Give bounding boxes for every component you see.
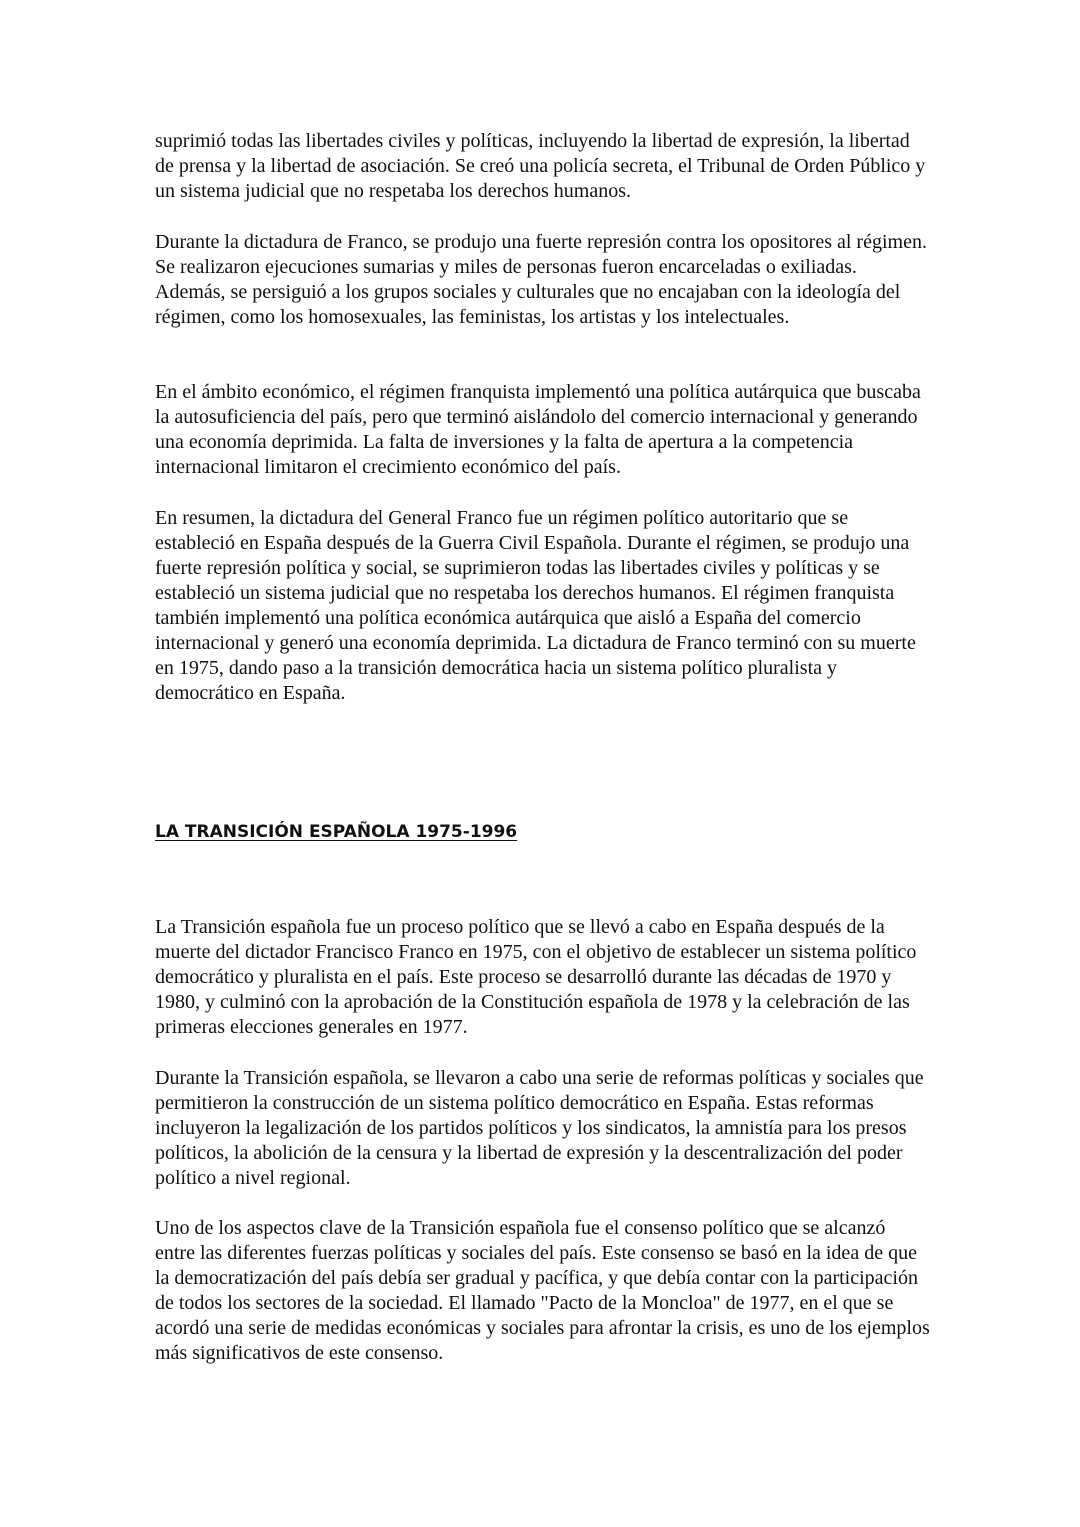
paragraph-transition-intro: La Transición española fue un proceso político que se llevó a cabo en España después de la muerte del dictador Francisco Franco en 1975, con el objetivo de establecer un sistema político democrático y pluralista en el país. Este proceso se desarrolló durante las décadas de 1970 y 1980, y culminó con la aprobación de la Constitución española de 1978 y la celebración de las primeras elecciones generales en 1977. <box>155 916 917 1038</box>
paragraph-economy: En el ámbito económico, el régimen franquista implementó una política autárquica que buscaba la autosuficiencia del país, pero que terminó aislándolo del comercio internacional y generando una economía deprimida. La falta de inversiones y la falta de apertura a la competencia internacional limitaron el crecimiento económico del país. <box>155 381 921 478</box>
paragraph-repression: Durante la dictadura de Franco, se produjo una fuerte represión contra los opositores al régimen. Se realizaron ejecuciones sumarias y miles de personas fueron encarceladas o exiliadas. Además, se persiguió a los grupos sociales y culturales que no encajaban con la ideología del régimen, como los homosexuales, las feministas, los artistas y los intelectuales. <box>155 231 927 328</box>
paragraph-civil-liberties: suprimió todas las libertades civiles y políticas, incluyendo la libertad de expresión, la libertad de prensa y la libertad de asociación. Se creó una policía secreta, el Tribunal de Orden Público y un sistema judicial que no respetaba los derechos humanos. <box>155 130 926 202</box>
paragraph-summary: En resumen, la dictadura del General Franco fue un régimen político autoritario que se estableció en España después de la Guerra Civil Española. Durante el régimen, se produjo una fuerte represión política y social, se suprimieron todas las libertades civiles y políticas y se estableció un sistema judicial que no respetaba los derechos humanos. El régimen franquista también implementó una política económica autárquica que aisló a España del comercio internacional y generó una economía deprimida. La dictadura de Franco terminó con su muerte en 1975, dando paso a la transición democrática hacia un sistema político pluralista y democrático en España. <box>155 507 916 704</box>
paragraph-transition-reforms: Durante la Transición española, se llevaron a cabo una serie de reformas políticas y sociales que permitieron la construcción de un sistema político democrático en España. Estas reformas incluyeron la legalización de los partidos políticos y los sindicatos, la amnistía para los presos políticos, la abolición de la censura y la libertad de expresión y la descentralización del poder político a nivel regional. <box>155 1067 924 1189</box>
section-heading: LA TRANSICIÓN ESPAÑOLA 1975-1996 <box>155 822 518 842</box>
paragraph-transition-consensus: Uno de los aspectos clave de la Transición española fue el consenso político que se alcanzó entre las diferentes fuerzas políticas y sociales del país. Este consenso se basó en la idea de que la democratización del país debía ser gradual y pacífica, y que debía contar con la participación de todos los sectores de la sociedad. El llamado "Pacto de la Moncloa" de 1977, en el que se acordó una serie de medidas económicas y sociales para afrontar la crisis, es uno de los ejemplos más significativos de este consenso. <box>155 1217 930 1364</box>
